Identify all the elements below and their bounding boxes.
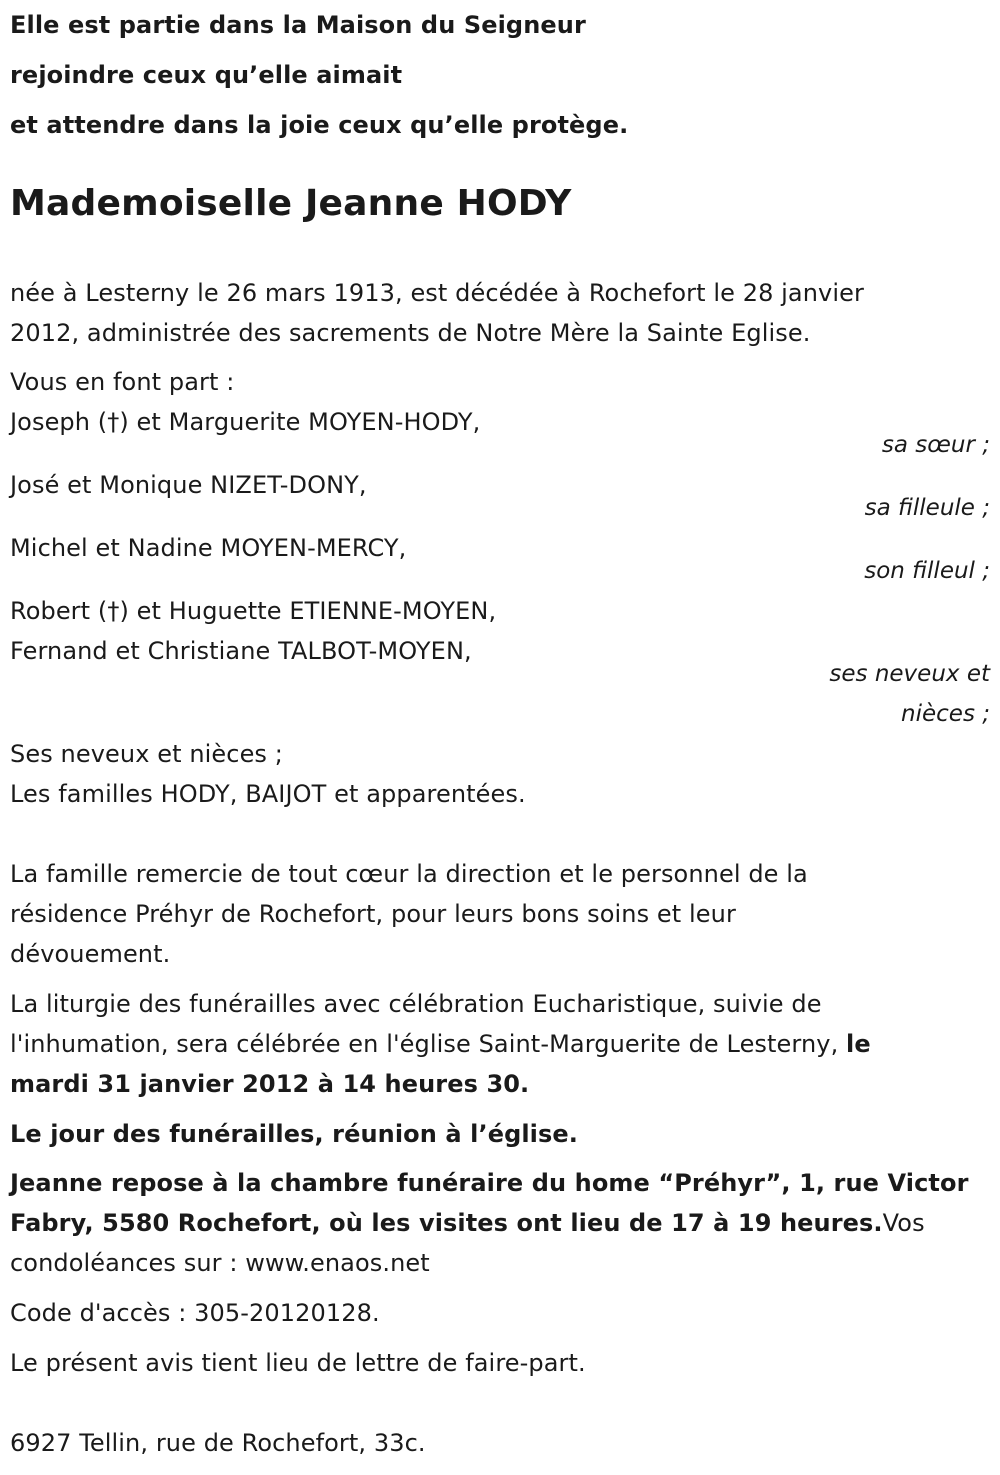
repose-line-1: Jeanne repose à la chambre funéraire du home “Préhyr”, 1, rue Victor [10,1169,969,1197]
repose-line-2-bold: Fabry, 5580 Rochefort, où les visites ont lieu de 17 à 19 heures. [10,1209,883,1237]
relation-neveux-1: ses neveux et [829,661,990,687]
liturgy-line-2 [10,1029,990,1059]
epigraph-line-1: Elle est partie dans la Maison du Seigneur [10,11,586,39]
access-code: Code d'accès : 305-20120128. [10,1299,380,1327]
family-robert: Robert (†) et Huguette ETIENNE-MOYEN, [10,597,497,625]
reunion-text: Le jour des funérailles, réunion à l’église. [10,1120,578,1148]
announce-text: Vous en font part : [10,368,235,396]
family-familles: Les familles HODY, BAIJOT et apparentées. [10,780,526,808]
repose-line-3: condoléances sur : www.enaos.net [10,1249,430,1277]
liturgy-line-2-bold: le [846,1030,871,1058]
bio-line-2: 2012, administrée des sacrements de Notre Mère la Sainte Eglise. [10,319,811,347]
family-fernand: Fernand et Christiane TALBOT-MOYEN, [10,637,472,665]
family-michel: Michel et Nadine MOYEN-MERCY, [10,534,407,562]
address-text: 6927 Tellin, rue de Rochefort, 33c. [10,1429,426,1457]
thanks-line-3: dévouement. [10,940,171,968]
relation-soeur: sa sœur ; [881,432,990,458]
repose-line-2-normal: Vos [882,1209,925,1237]
liturgy-line-3: mardi 31 janvier 2012 à 14 heures 30. [10,1070,530,1098]
family-jose: José et Monique NIZET-DONY, [10,471,367,499]
family-neveux: Ses neveux et nièces ; [10,740,283,768]
epigraph-line-3: et attendre dans la joie ceux qu’elle protège. [10,111,629,139]
epigraph-line-2: rejoindre ceux qu’elle aimait [10,61,403,89]
deceased-name: Mademoiselle Jeanne HODY [10,183,572,224]
liturgy-line-1: La liturgie des funérailles avec célébration Eucharistique, suivie de [10,990,822,1018]
family-joseph: Joseph (†) et Marguerite MOYEN-HODY, [10,408,481,436]
thanks-line-1: La famille remercie de tout cœur la direction et le personnel de la [10,860,808,888]
relation-filleul: son filleul ; [864,558,990,584]
liturgy-line-2-text: l'inhumation, sera célébrée en l'église Saint-Marguerite de Lesterny, [10,1030,839,1058]
bio-line-1: née à Lesterny le 26 mars 1913, est décédée à Rochefort le 28 janvier [10,279,864,307]
repose-line-2 [10,1208,990,1238]
thanks-line-2: résidence Préhyr de Rochefort, pour leurs bons soins et leur [10,900,736,928]
relation-filleule: sa filleule ; [864,495,990,521]
relation-neveux-2: nièces ; [901,701,990,727]
notice-text: Le présent avis tient lieu de lettre de faire-part. [10,1349,586,1377]
